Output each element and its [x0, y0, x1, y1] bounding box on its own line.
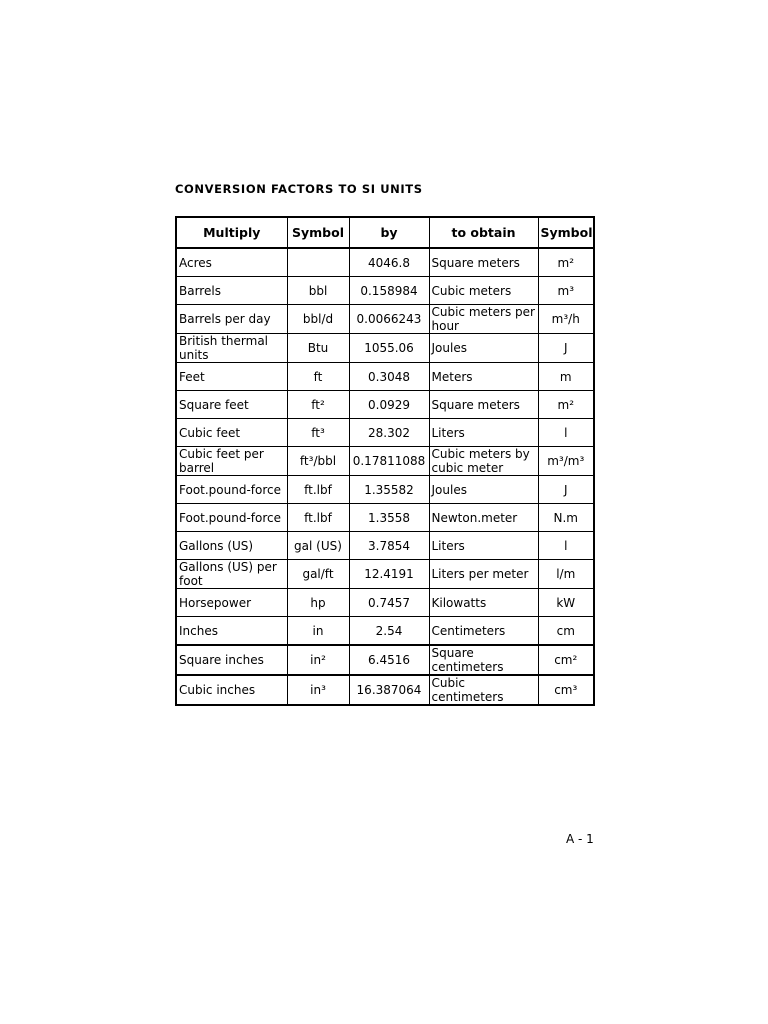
cell-symbol: gal (US) — [287, 532, 349, 560]
table-row — [176, 419, 594, 447]
cell-factor: 28.302 — [349, 419, 429, 447]
cell-target-symbol: l — [538, 419, 594, 447]
cell-unit: Horsepower — [176, 589, 287, 617]
cell-target-unit: Square meters — [429, 391, 538, 419]
cell-unit: Gallons (US) — [176, 532, 287, 560]
cell-target-symbol: m² — [538, 248, 594, 277]
cell-target-symbol: cm — [538, 617, 594, 646]
cell-unit: Acres — [176, 248, 287, 277]
cell-target-unit: Meters — [429, 363, 538, 391]
table-row — [176, 277, 594, 305]
cell-target-unit: Liters — [429, 419, 538, 447]
cell-target-unit: Cubic meters — [429, 277, 538, 305]
header-by: by — [349, 217, 429, 248]
cell-symbol: bbl/d — [287, 305, 349, 334]
header-result-symbol: Symbol — [538, 217, 594, 248]
cell-symbol: ft.lbf — [287, 476, 349, 504]
cell-unit: Foot.pound-force — [176, 504, 287, 532]
cell-factor: 0.158984 — [349, 277, 429, 305]
cell-factor: 12.4191 — [349, 560, 429, 589]
table-header-row — [176, 217, 594, 248]
table-row — [176, 391, 594, 419]
cell-target-unit: Joules — [429, 334, 538, 363]
table-row — [176, 305, 594, 334]
header-multiply: Multiply — [176, 217, 287, 248]
cell-symbol: ft³/bbl — [287, 447, 349, 476]
cell-target-symbol: l — [538, 532, 594, 560]
cell-target-symbol: m³/h — [538, 305, 594, 334]
table-row — [176, 447, 594, 476]
cell-target-symbol: m — [538, 363, 594, 391]
cell-symbol: gal/ft — [287, 560, 349, 589]
cell-symbol: in² — [287, 645, 349, 675]
conversion-table — [175, 216, 595, 706]
cell-symbol: hp — [287, 589, 349, 617]
cell-factor: 0.3048 — [349, 363, 429, 391]
cell-unit: Square feet — [176, 391, 287, 419]
cell-symbol: in — [287, 617, 349, 646]
cell-unit: British thermal units — [176, 334, 287, 363]
cell-target-symbol: m² — [538, 391, 594, 419]
cell-factor: 2.54 — [349, 617, 429, 646]
cell-unit: Barrels — [176, 277, 287, 305]
header-to-obtain: to obtain — [429, 217, 538, 248]
cell-symbol: ft — [287, 363, 349, 391]
table-row — [176, 363, 594, 391]
table-row — [176, 334, 594, 363]
cell-factor: 16.387064 — [349, 675, 429, 705]
cell-symbol: ft² — [287, 391, 349, 419]
table-row — [176, 560, 594, 589]
cell-symbol: ft.lbf — [287, 504, 349, 532]
cell-unit: Cubic feet — [176, 419, 287, 447]
cell-target-symbol: m³ — [538, 277, 594, 305]
cell-target-unit: Cubic centimeters — [429, 675, 538, 705]
table-row — [176, 675, 594, 705]
cell-target-unit: Newton.meter — [429, 504, 538, 532]
cell-target-symbol: cm² — [538, 645, 594, 675]
page-title: CONVERSION FACTORS TO SI UNITS — [175, 182, 423, 196]
cell-target-symbol: kW — [538, 589, 594, 617]
table-row — [176, 248, 594, 277]
cell-target-symbol: J — [538, 334, 594, 363]
cell-unit: Foot.pound-force — [176, 476, 287, 504]
cell-target-unit: Liters — [429, 532, 538, 560]
table-row — [176, 532, 594, 560]
cell-symbol: Btu — [287, 334, 349, 363]
cell-symbol: ft³ — [287, 419, 349, 447]
cell-target-unit: Liters per meter — [429, 560, 538, 589]
cell-target-unit: Square centimeters — [429, 645, 538, 675]
cell-target-unit: Cubic meters by cubic meter — [429, 447, 538, 476]
cell-target-symbol: m³/m³ — [538, 447, 594, 476]
table-row — [176, 645, 594, 675]
cell-target-unit: Centimeters — [429, 617, 538, 646]
table-row — [176, 476, 594, 504]
cell-symbol: bbl — [287, 277, 349, 305]
cell-factor: 4046.8 — [349, 248, 429, 277]
cell-target-symbol: N.m — [538, 504, 594, 532]
cell-unit: Gallons (US) per foot — [176, 560, 287, 589]
cell-factor: 1.3558 — [349, 504, 429, 532]
cell-target-symbol: cm³ — [538, 675, 594, 705]
header-symbol: Symbol — [287, 217, 349, 248]
cell-unit: Feet — [176, 363, 287, 391]
cell-symbol — [287, 248, 349, 277]
cell-target-unit: Kilowatts — [429, 589, 538, 617]
cell-unit: Cubic feet per barrel — [176, 447, 287, 476]
cell-factor: 3.7854 — [349, 532, 429, 560]
cell-target-symbol: l/m — [538, 560, 594, 589]
cell-factor: 1.35582 — [349, 476, 429, 504]
cell-unit: Barrels per day — [176, 305, 287, 334]
table-row — [176, 504, 594, 532]
page-number: A - 1 — [566, 832, 594, 846]
cell-symbol: in³ — [287, 675, 349, 705]
cell-factor: 0.7457 — [349, 589, 429, 617]
cell-factor: 0.17811088 — [349, 447, 429, 476]
cell-target-unit: Cubic meters per hour — [429, 305, 538, 334]
cell-unit: Cubic inches — [176, 675, 287, 705]
cell-factor: 6.4516 — [349, 645, 429, 675]
cell-factor: 1055.06 — [349, 334, 429, 363]
cell-target-unit: Joules — [429, 476, 538, 504]
cell-factor: 0.0929 — [349, 391, 429, 419]
table-row — [176, 589, 594, 617]
cell-target-symbol: J — [538, 476, 594, 504]
cell-target-unit: Square meters — [429, 248, 538, 277]
cell-unit: Inches — [176, 617, 287, 646]
cell-unit: Square inches — [176, 645, 287, 675]
cell-factor: 0.0066243 — [349, 305, 429, 334]
table-row — [176, 617, 594, 646]
